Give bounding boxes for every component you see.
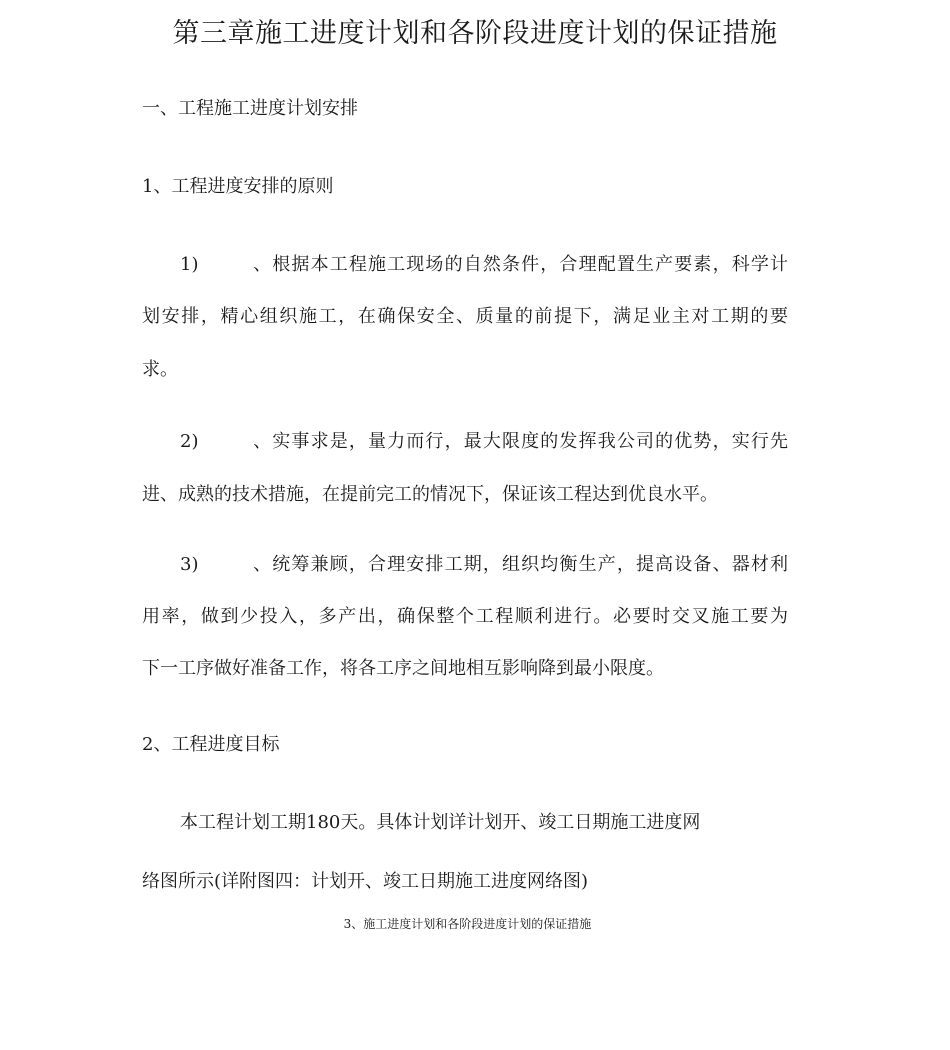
- principle-item-2-line-1: [180, 429, 788, 455]
- item-text: 、实事求是，量力而行，最大限度的发挥我公司的优势，实行先: [252, 431, 788, 452]
- subsection-heading-measures: 3、施工进度计划和各阶段进度计划的保证措施: [343, 917, 592, 931]
- principle-item-1-line-1: [180, 252, 788, 278]
- item-number: 2): [180, 431, 199, 452]
- principle-item-2-line-2: 进、成熟的技术措施，在提前完工的情况下，保证该工程达到优良水平。: [142, 484, 718, 505]
- item-number: 3): [180, 554, 199, 575]
- subsection-heading-principles: 1、工程进度安排的原则: [142, 176, 334, 197]
- target-paragraph-line-2: 络图所示(详附图四：计划开、竣工日期施工进度网络图): [142, 871, 589, 892]
- target-paragraph-line-1: 本工程计划工期180天。具体计划详计划开、竣工日期施工进度网: [180, 812, 701, 833]
- item-text: 、统筹兼顾，合理安排工期，组织均衡生产，提高设备、器材利: [252, 554, 788, 575]
- principle-item-1-line-2: 划安排，精心组织施工，在确保安全、质量的前提下，满足业主对工期的要: [142, 306, 788, 327]
- chapter-title: 第三章施工进度计划和各阶段进度计划的保证措施: [172, 18, 778, 49]
- principle-item-3-line-1: [180, 552, 788, 578]
- principle-item-3-line-2: 用率，做到少投入，多产出，确保整个工程顺利进行。必要时交叉施工要为: [142, 606, 788, 627]
- principle-item-3-line-3: 下一工序做好准备工作，将各工序之间地相互影响降到最小限度。: [142, 658, 664, 679]
- section-heading: 一、工程施工进度计划安排: [142, 98, 358, 119]
- item-text: 、根据本工程施工现场的自然条件，合理配置生产要素，科学计: [252, 254, 788, 275]
- item-number: 1): [180, 254, 199, 275]
- subsection-heading-target: 2、工程进度目标: [142, 734, 280, 755]
- principle-item-1-line-3: 求。: [142, 359, 178, 380]
